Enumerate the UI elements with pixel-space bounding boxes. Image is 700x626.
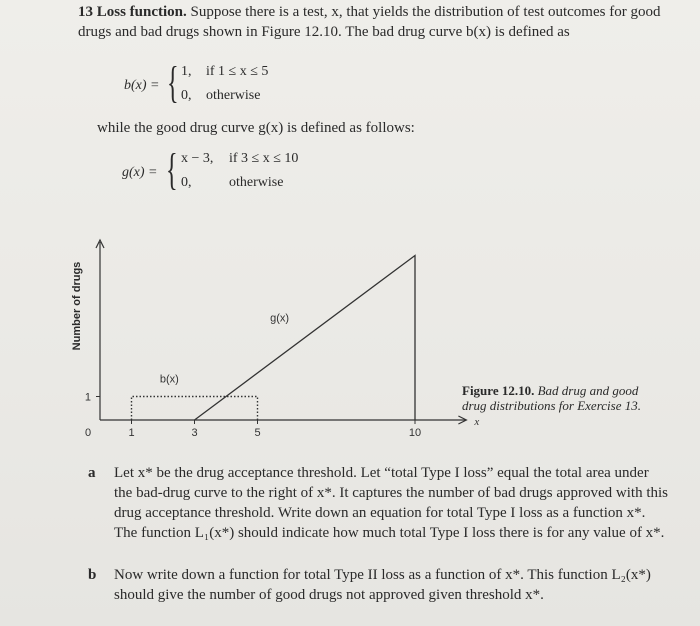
g-case2-value: 0, [181,175,192,190]
g-brace: { [166,145,178,194]
x-tick-label: 5 [254,427,261,439]
b-case1-condition: if 1 ≤ x ≤ 5 [206,64,269,79]
figure-caption-text: Bad drug and good drug distributions for Exercise 13. [462,383,641,413]
bad-drug-curve-label: b(x) [159,373,179,386]
part-text: Let x* be the drug acceptance threshold. Let “total Type I loss” equal the total area under the bad-drug curve to the right of x*. It captures the number of bad drugs approved with this drug acceptance threshold. Write down an equation for total Type I loss as a function x*. The function L₁(x*) should indicate how much total Type I loss there is for any value of x*. [114,465,669,541]
g-case1-value: x − 3, [181,151,214,166]
figure-label: Figure 12.10. [462,383,535,398]
good-drug-curve-label: g(x) [270,312,290,325]
problem-intro: Suppose there is a test, x, that yields the distribution of test outcomes for good drugs and bad drugs shown in Figure 12.10. The bad drug curve b(x) is defined as [78,4,661,40]
part-letter: a [88,465,96,481]
drug-distribution-chart [60,230,480,445]
g-case1-condition: if 3 ≤ x ≤ 10 [229,151,299,166]
b-case2-condition: otherwise [206,88,261,103]
g-function-lhs: g(x) = [122,165,158,180]
middle-text: while the good drug curve g(x) is defined as follows: [97,120,415,136]
x-tick-label: 10 [408,427,422,439]
x-tick-label: 1 [128,427,135,439]
b-case2-value: 0, [181,88,192,103]
b-function-lhs: b(x) = [124,78,160,93]
problem-number: 13 [78,4,93,20]
x-tick-label: 0 [84,427,92,439]
g-case2-condition: otherwise [229,175,284,190]
part-letter: b [88,567,97,583]
y-tick-label: 1 [84,391,91,404]
y-axis-label: Number of drugs [71,261,83,351]
part-text: Now write down a function for total Type II loss as a function of x*. This function L₂(x*) should give the number of good drugs not approved given threshold x*. [114,567,651,603]
b-brace: { [167,58,179,107]
b-case1-value: 1, [181,64,192,79]
problem-title: Loss function. [96,4,187,20]
figure-caption [462,383,662,413]
bad-drug-curve [132,397,258,421]
good-drug-curve [195,256,416,421]
x-axis-label: x [474,416,480,428]
x-tick-label: 3 [191,427,198,439]
